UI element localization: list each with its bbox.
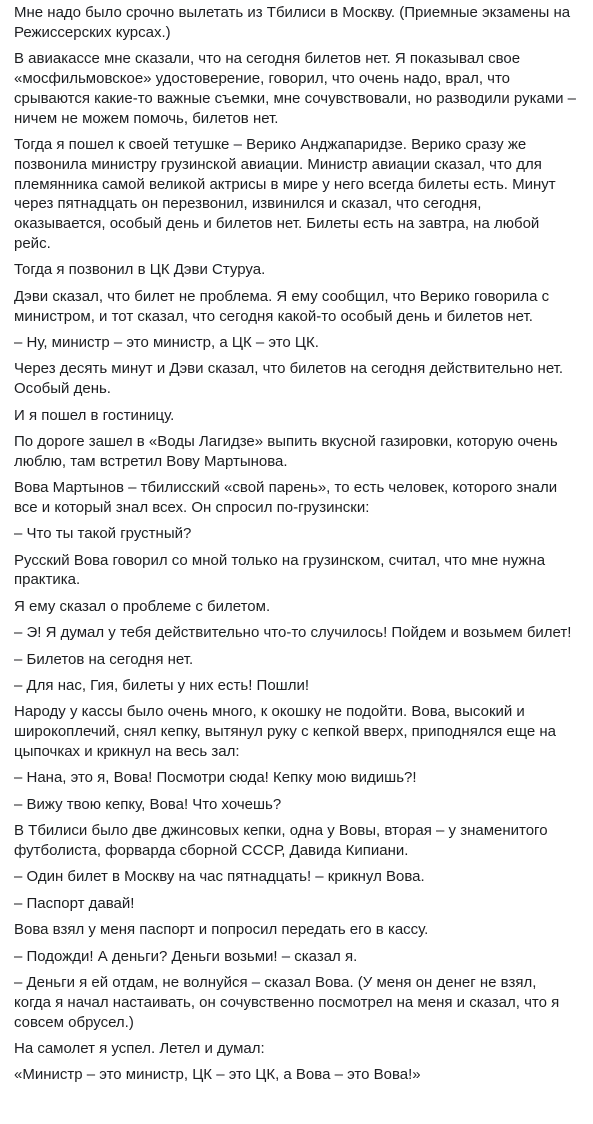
paragraph: Русский Вова говорил со мной только на грузинском, считал, что мне нужна практика. [14, 551, 546, 589]
paragraph: Вова взял у меня паспорт и попросил передать его в кассу. [14, 921, 429, 939]
paragraph: Вова Мартынов – тбилисский «свой парень», то есть человек, которого знали все и который знал всех. Он спросил по-грузински: [14, 479, 558, 516]
paragraph: – Билетов на сегодня нет. [14, 650, 194, 668]
paragraph: – Вижу твою кепку, Вова! Что хочешь? [14, 795, 282, 813]
paragraph: В авиакассе мне сказали, что на сегодня билетов нет. Я показывал свое «мосфильмовское» удостоверение, говорил, что очень надо, врал, что срываются какие-то важные съемки, мне сочувствовали, но разводили руками – ничем не можем помочь, билетов нет. [14, 50, 577, 127]
paragraph: В Тбилиси было две джинсовых кепки, одна у Вовы, вторая – у знаменитого футболиста, форварда сборной СССР, Давида Кипиани. [14, 822, 548, 859]
paragraph: На самолет я успел. Летел и думал: [14, 1039, 265, 1057]
paragraph: Дэви сказал, что билет не проблема. Я ему сообщил, что Верико говорила с министром, и тот сказал, что сегодня какой-то особый день и билетов нет. [14, 287, 550, 325]
paragraph: Тогда я позвонил в ЦК Дэви Стуруа. [14, 261, 266, 279]
paragraph: – Ну, министр – это министр, а ЦК – это ЦК. [14, 333, 319, 351]
paragraph: – Для нас, Гия, билеты у них есть! Пошли! [14, 677, 309, 695]
paragraph: По дороге зашел в «Воды Лагидзе» выпить вкусной газировки, которую очень люблю, там встретил Вову Мартынова. [14, 432, 558, 470]
paragraph: Тогда я пошел к своей тетушке – Верико Анджапаридзе. Верико сразу же позвонила министру грузинской авиации. Министр авиации сказал, что для племянника самой великой актрисы в мире у него всегда билеты есть. Минут через пятнадцать он перезвонил, извинился и сказал, что сегодня, оказывается, особый день и билетов нет. Билеты есть на завтра, на любой рейс. [14, 135, 556, 252]
paragraph: Я ему сказал о проблеме с билетом. [14, 597, 271, 615]
paragraph: Через десять минут и Дэви сказал, что билетов на сегодня действительно нет. Особый день. [14, 360, 564, 398]
paragraph: – Паспорт давай! [14, 894, 135, 912]
paragraph: Народу у кассы было очень много, к окошку не подойти. Вова, высокий и широкоплечий, снял кепку, вытянул руку с кепкой вверх, приподнялся еще на цыпочках и крикнул на весь зал: [14, 703, 557, 760]
paragraph: – Нана, это я, Вова! Посмотри сюда! Кепку мою видишь?! [14, 769, 417, 787]
paragraph: Мне надо было срочно вылетать из Тбилиси в Москву. (Приемные экзамены на Режиссерских курсах.) [14, 4, 571, 41]
paragraph: – Э! Я думал у тебя действительно что-то случилось! Пойдем и возьмем билет! [14, 624, 572, 642]
paragraph: – Деньги я ей отдам, не волнуйся – сказал Вова. (У меня он денег не взял, когда я начал настаивать, он сочувственно посмотрел на меня и сказал, что я совсем обрусел.) [14, 973, 560, 1031]
paragraph: «Министр – это министр, ЦК – это ЦК, а Вова – это Вова!» [14, 1066, 421, 1084]
paragraph: – Что ты такой грустный? [14, 525, 192, 543]
paragraph: – Подожди! А деньги? Деньги возьми! – сказал я. [14, 947, 358, 965]
paragraph: – Один билет в Москву на час пятнадцать! – крикнул Вова. [14, 868, 425, 886]
paragraph: И я пошел в гостиницу. [14, 406, 175, 424]
